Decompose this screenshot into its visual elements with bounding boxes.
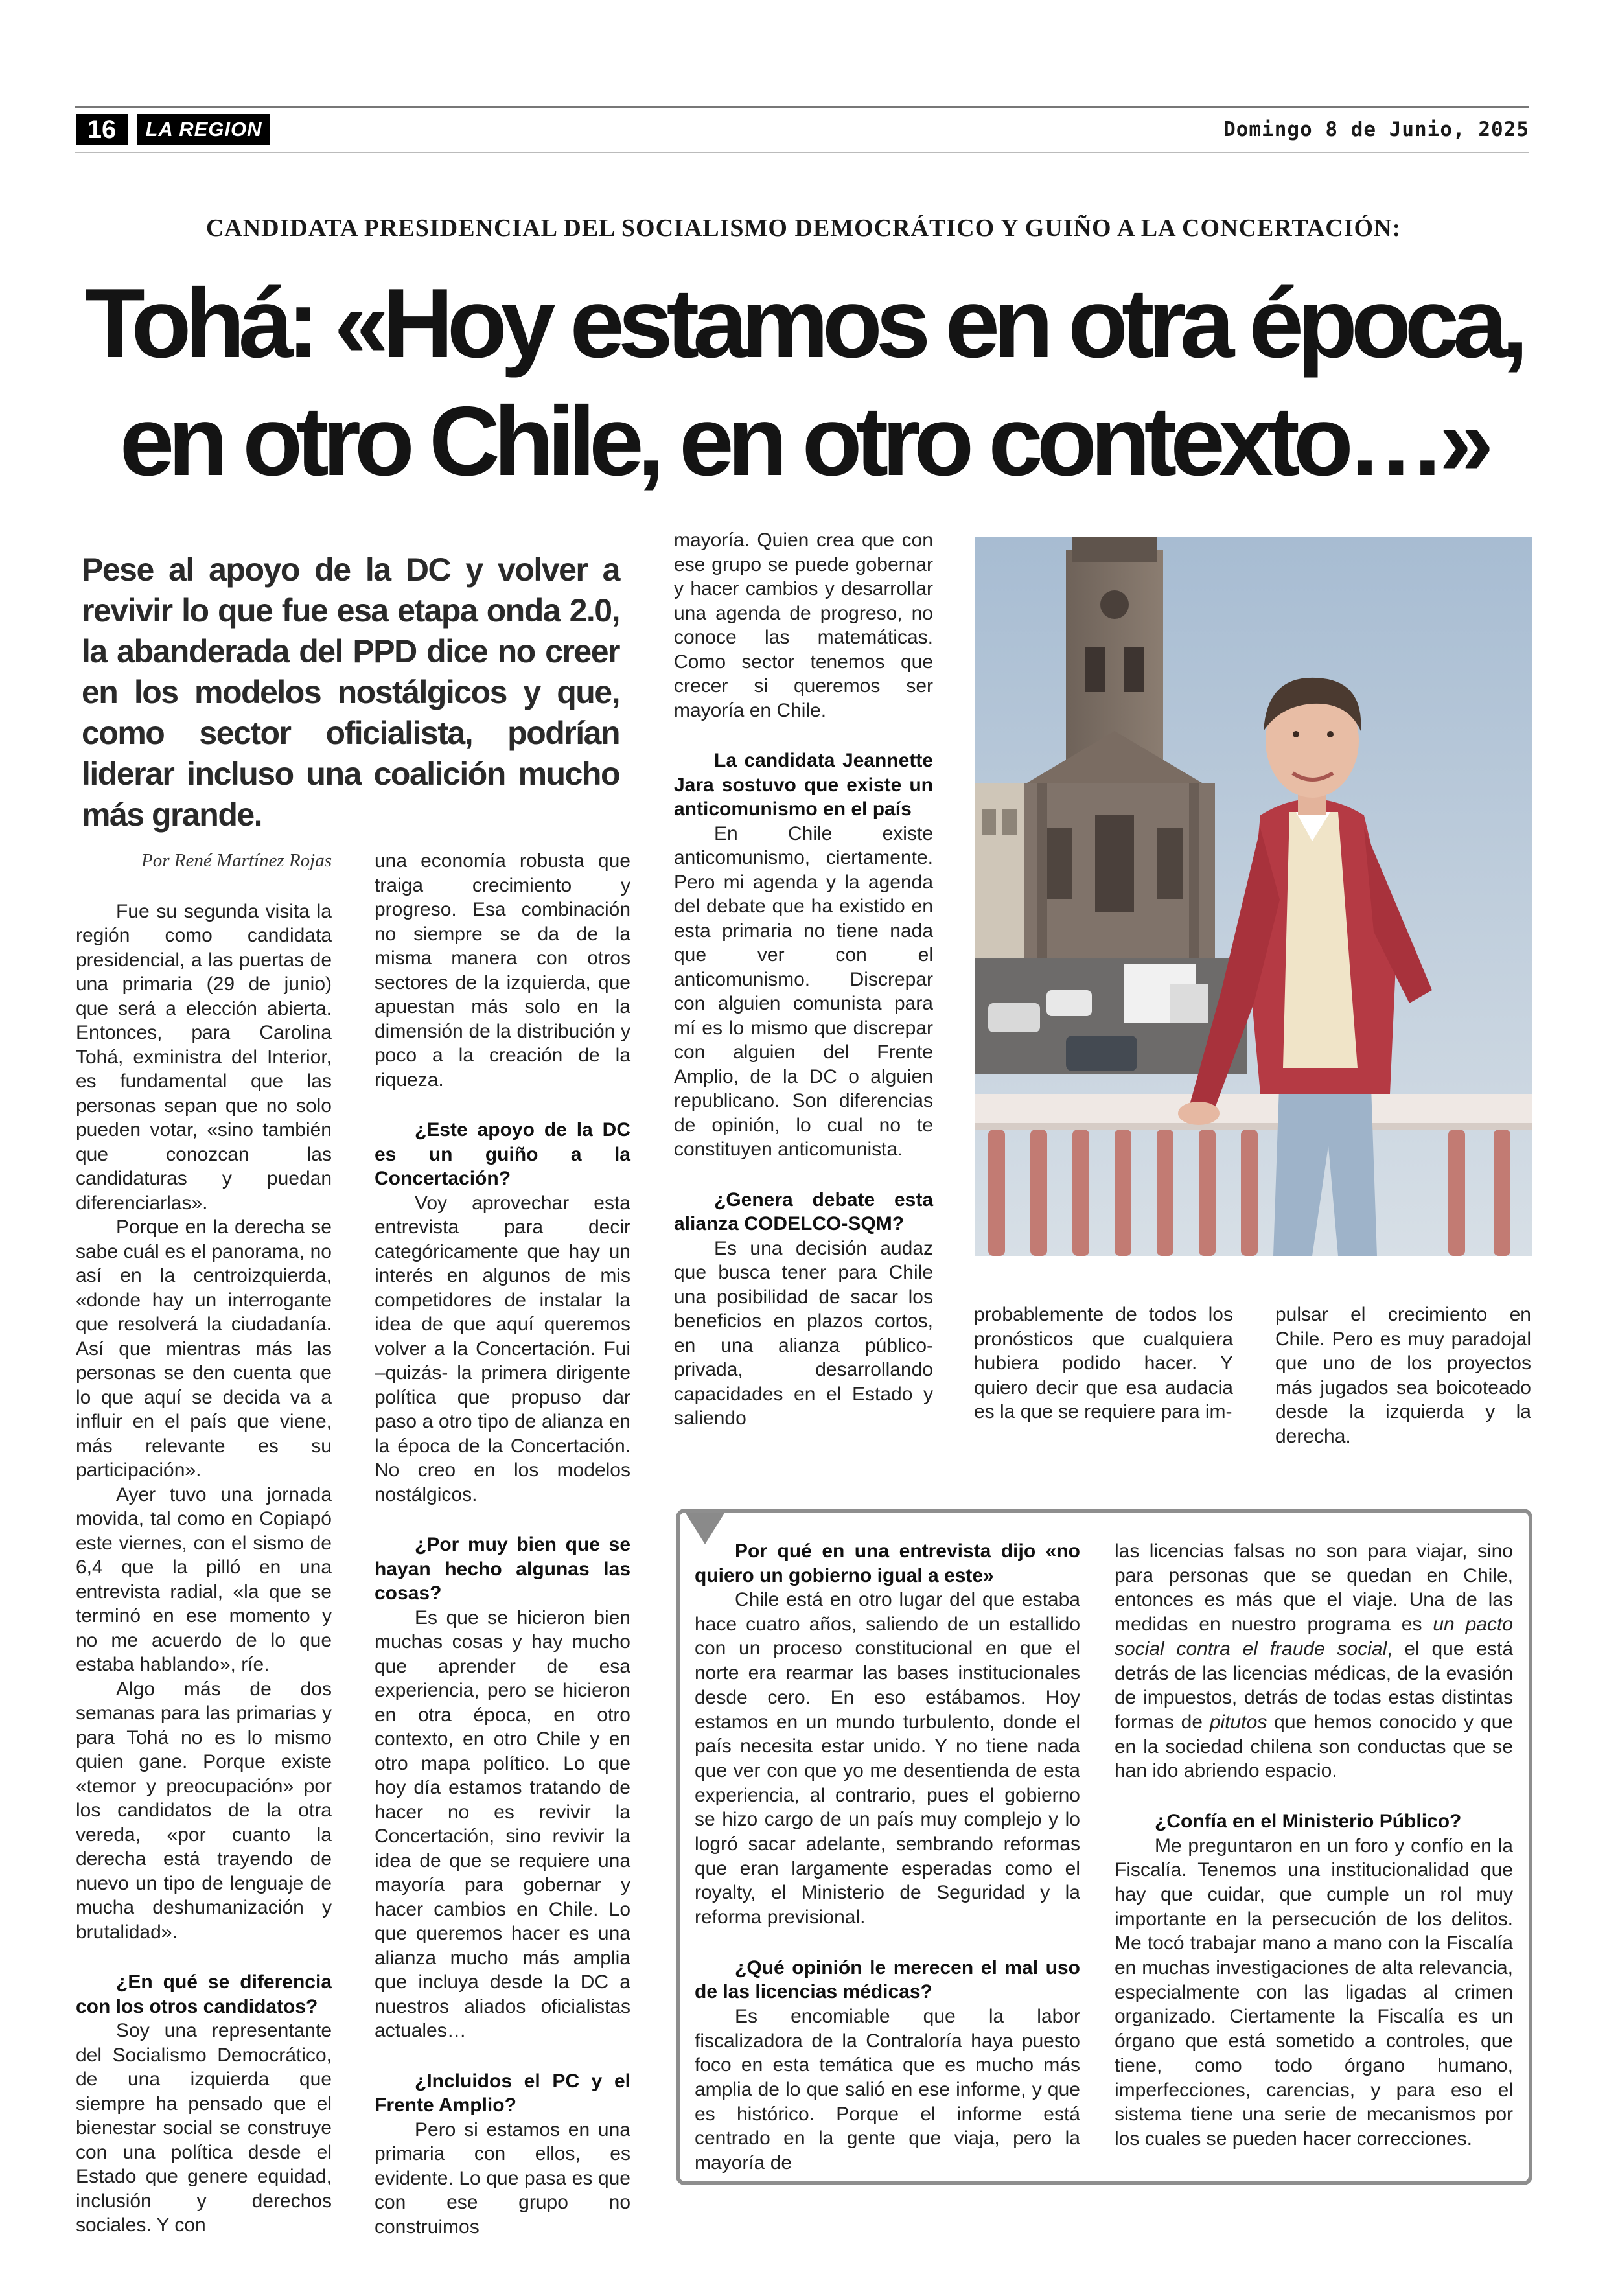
photo-illustration xyxy=(975,537,1532,1256)
question: ¿Por muy bien que se hayan hecho algunas las cosas? xyxy=(375,1534,630,1604)
headline-line-1: Tohá: «Hoy estamos en otra época, xyxy=(84,268,1523,378)
box-column-1 xyxy=(695,1539,1080,2175)
paragraph: mayoría. Quien crea que con ese grupo se puede gobernar y hacer cambios y desarrollar una agenda de progreso, no conoce las matemáticas. Como sector tenemos que crecer si queremos ser mayoría en Chile. xyxy=(674,529,933,721)
page-number: 16 xyxy=(76,114,128,145)
column-1 xyxy=(76,849,332,2238)
emphasis: pitutos xyxy=(1209,1711,1267,1733)
newspaper-brand: LA REGION xyxy=(137,114,270,145)
paragraph: pulsar el crecimiento en Chile. Pero es muy paradojal que uno de los proyectos más jugados sea boicoteado desde la izquierda y la derecha. xyxy=(1275,1304,1531,1447)
paragraph: En Chile existe anticomunismo, ciertamente. Pero mi agenda y la agenda del debate que ha existido en esta primaria no tiene nada que ver con el anticomunismo. Discrepar con alguien comunista para mí es lo mismo que discrepar con alguien del Frente Amplio, de la DC o alguien republicano. Son diferencias de opinión, lo cual no te constituyen anticomunista. xyxy=(674,822,933,1160)
question: ¿En qué se diferencia con los otros candidatos? xyxy=(76,1971,332,2017)
paragraph: Chile está en otro lugar del que estaba hace cuatro años, saliendo de un estallido con un proceso constitucional en que el norte era rearmar las bases institucionales desde cero. En eso estábamos. Hoy estamos en un mundo turbulento, donde el país necesita estar unido. Y no tiene nada que ver con que yo me desentienda de esta experiencia, al contrario, pues el gobierno se hizo cargo de un país muy complejo y lo logró sacar adelante, sembrando reformas que eran largamente esperadas como el royalty, el Ministerio de Seguridad y la reforma previsional. xyxy=(695,1589,1080,1929)
kicker: CANDIDATA PRESIDENCIAL DEL SOCIALISMO DEMOCRÁTICO Y GUIÑO A LA CONCERTACIÓN: xyxy=(205,215,1402,242)
question: ¿Incluidos el PC y el Frente Amplio? xyxy=(375,2070,630,2116)
paragraph: Me preguntaron en un foro y confío en la Fiscalía. Tenemos una institucionalidad que hay que cuidar, que cumple un rol muy importante en la persecución de los delitos. Me tocó trabajar mano a mano con la Fiscalía en muchas investigaciones de alta relevancia, especialmente con las ligadas al crimen organizado. Ciertamente la Fiscalía es un órgano que está sometido a controles, que tiene, como todo órgano humano, imperfecciones, carencias, y para eso el sistema tiene una serie de mecanismos por los cuales se pueden hacer correcciones. xyxy=(1115,1835,1513,2150)
emphasis: un pacto social contra el fraude social xyxy=(1115,1614,1513,1660)
question: La candidata Jeannette Jara sostuvo que existe un anticomunismo en el país xyxy=(674,750,933,820)
question: ¿Qué opinión le merecen el mal uso de las licencias médicas? xyxy=(695,1956,1080,2003)
text-run: que hemos conocido y que en la sociedad chilena son conductas que se han ido abriendo espacio. xyxy=(1115,1711,1513,1782)
question: ¿Este apoyo de la DC es un guiño a la Concertación? xyxy=(375,1119,630,1189)
paragraph: probablemente de todos los pronósticos que cualquiera hubiera podido hacer. Y quiero decir que esa audacia es la que se requiere para im- xyxy=(974,1304,1233,1422)
paragraph: Es una decisión audaz que busca tener para Chile una posibilidad de sacar los beneficios en plazos cortos, en una alianza público-privada, desarrollando capacidades en el Estado y saliendo xyxy=(674,1237,933,1429)
paragraph: Fue su segunda visita la región como candidata presidencial, a las puertas de una primaria (29 de junio) que será a elección abierta. Entonces, para Carolina Tohá, exministra del Interior, es fundamental que las personas sepan que no solo pueden votar, «sino también que conozcan las candidaturas y puedan diferenciarlas». xyxy=(76,900,332,1214)
header-rule xyxy=(75,152,1529,153)
question: ¿Genera debate esta alianza CODELCO-SQM? xyxy=(674,1189,933,1235)
paragraph: Voy aprovechar esta entrevista para decir categóricamente que hay un interés en algunos de mis competidores de instalar la idea de que aquí queremos volver a la Concertación. Fui –quizás- la primera dirigente política que propuso dar paso a otro tipo de alianza en la época de la Concertación. No creo en los modelos nostálgicos. xyxy=(375,1192,630,1505)
byline: Por René Martínez Rojas xyxy=(141,850,332,871)
column-3 xyxy=(674,528,933,1431)
paragraph: Pero si estamos en una primaria con ellos, es evidente. Lo que pasa es que con ese grupo no construimos xyxy=(375,2118,630,2238)
paragraph: Es que se hicieron bien muchas cosas y hay mucho que aprender de esa experiencia, pero se hicieron en otra época, en otro contexto, en otro Chile y en otro mapa político. Lo que hoy día estamos tratando de hacer no es revivir la Concertación, sino revivir la idea de que se requiere una mayoría para gobernar y hacer cambios en Chile. Lo que queremos hacer es una alianza mucho más amplia que incluya desde la DC a nuestros aliados oficialistas actuales… xyxy=(375,1606,630,2041)
paragraph xyxy=(1115,1539,1513,1783)
question: Por qué en una entrevista dijo «no quiero un gobierno igual a este» xyxy=(695,1540,1080,1586)
paragraph: Porque en la derecha se sabe cuál es el panorama, no así en la centroizquierda, «donde hay un interrogante que resolverá la ciudadanía. Así que mientras más las personas se den cuenta que lo que aquí se decida va a influir en el país que viene, más relevante es su participación». xyxy=(76,1216,332,1481)
question: ¿Confía en el Ministerio Público? xyxy=(1155,1811,1462,1833)
text-run: las licencias falsas no son para viajar, sino para personas que se quedan en Chile, entonces es más que el viaje. Una de las medidas en nuestro programa es xyxy=(1115,1540,1513,1636)
column-4 xyxy=(974,1303,1233,1424)
candidate-photo xyxy=(975,537,1532,1256)
paragraph: Soy una representante del Socialismo Democrático, de una izquierda que siempre ha pensado que el bienestar social se construye con una política desde el Estado que genere equidad, inclusión y derechos sociales. Y con xyxy=(76,2020,332,2236)
text-run: , el que está detrás de las licencias médicas, de la evasión de impuestos, detrás de todas estas distintas formas de xyxy=(1115,1638,1514,1733)
box-column-2 xyxy=(1115,1539,1513,2151)
issue-date: Domingo 8 de Junio, 2025 xyxy=(1223,118,1529,141)
paragraph: Ayer tuvo una jornada movida, tal como en Copiapó este viernes, con el sismo de 6,4 que la pilló en una entrevista radial, «la que se terminó en ese momento y no me acuerdo de lo que estaba hablando», ríe. xyxy=(76,1483,332,1675)
top-rule xyxy=(75,106,1529,108)
column-2 xyxy=(375,849,630,2239)
headline xyxy=(0,264,1607,500)
paragraph: Es encomiable que la labor fiscalizadora de la Contraloría haya puesto foco en esta temática que es mucho más amplia de lo que salió en ese informe, y que es histórico. Porque el informe está centrado en la gente que viaja, pero la mayoría de xyxy=(695,2005,1080,2174)
headline-line-2: en otro Chile, en otro contexto…» xyxy=(119,386,1488,496)
deck: Pese al apoyo de la DC y volver a revivir lo que fue esa etapa onda 2.0, la abanderada del PPD dice no creer en los modelos nostálgicos y que, como sector oficialista, podrían liderar incluso una coalición mucho más grande. xyxy=(82,551,619,833)
column-5 xyxy=(1275,1303,1531,1448)
paragraph: una economía robusta que traiga crecimiento y progreso. Esa combinación no siempre se da de la misma manera con otros sectores de la izquierda, que apuestan más solo en la dimensión de la distribución y poco a la creación de la riqueza. xyxy=(375,850,630,1091)
paragraph: Algo más de dos semanas para las primarias y para Tohá no es lo mismo quien gane. Porque existe «temor y preocupación» por los candidatos de la otra vereda, «por cuanto la derecha está trayendo de nuevo un tipo de lenguaje de mucha deshumanización y brutalidad». xyxy=(76,1678,332,1943)
